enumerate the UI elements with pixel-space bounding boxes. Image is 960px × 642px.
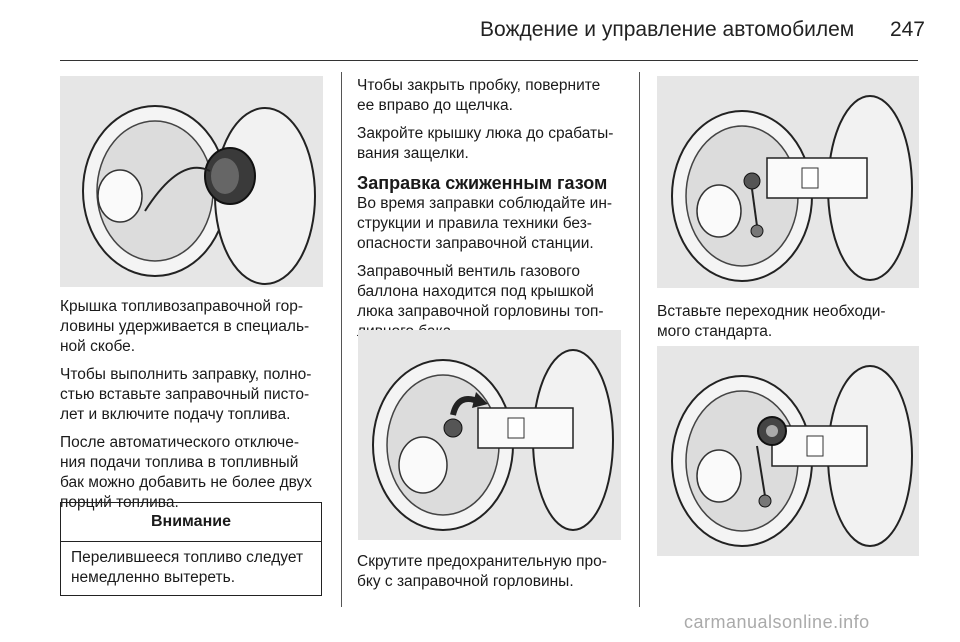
paragraph-lpg-valve: Заправочный вентиль газового баллона находится под крышкой люка заправочной горловины топ-: [357, 263, 604, 320]
note-title: Внимание: [61, 503, 321, 542]
paragraph-refuel: Чтобы выполнить заправку, полно- стью вставьте заправочный писто- лет и включите подачу топлива.: [60, 366, 312, 423]
paragraph-close-cap: Чтобы закрыть пробку, поверните ее вправо до щелчка.: [357, 77, 601, 114]
watermark: carmanualsonline.info: [684, 612, 870, 632]
caption-unscrew: Скрутите предохранительную про- бку с заправочной горловины.: [357, 553, 607, 590]
unscrew-cap-icon: [358, 330, 621, 540]
right-caption-1: [657, 302, 927, 350]
adapter-illustration: [657, 346, 919, 556]
paragraph-auto-shutoff: После автоматического отключе- ния подачи топлива в топливный бак можно добавить не более двух порций топлива.: [60, 434, 313, 511]
page-title: Вождение и управление автомобилем: [480, 18, 855, 41]
warning-note: [60, 502, 322, 596]
middle-caption: [357, 552, 627, 600]
column-divider-left: [341, 72, 342, 607]
header-divider: [60, 60, 918, 61]
caption-fuel-cap: Крышка топливозаправочной гор- ловины удерживается в специаль- ной скобе.: [60, 298, 310, 355]
lpg-valve-illustration: [657, 76, 919, 288]
fuel-filler-open-icon: [60, 76, 323, 287]
fuel-cap-illustration: [60, 76, 323, 287]
lpg-valve-icon: [657, 76, 919, 288]
lpg-cap-illustration: [358, 330, 621, 540]
page-number: 247: [889, 18, 925, 41]
middle-text: [357, 76, 627, 350]
paragraph-lpg-safety: Во время заправки соблюдайте ин- струкции и правила техники без- опасности заправочной станции.: [357, 195, 613, 252]
section-heading-lpg: Заправка сжиженным газом: [357, 173, 608, 193]
column-divider-right: [639, 72, 640, 607]
left-text: [60, 297, 330, 521]
caption-adapter: Вставьте переходник необходи- мого стандарта.: [657, 303, 886, 340]
paragraph-close-flap: Закройте крышку люка до срабаты- вания защелки.: [357, 125, 614, 162]
note-text: Перелившееся топливо следует немедленно вытереть.: [71, 549, 304, 586]
adapter-icon: [657, 346, 919, 556]
